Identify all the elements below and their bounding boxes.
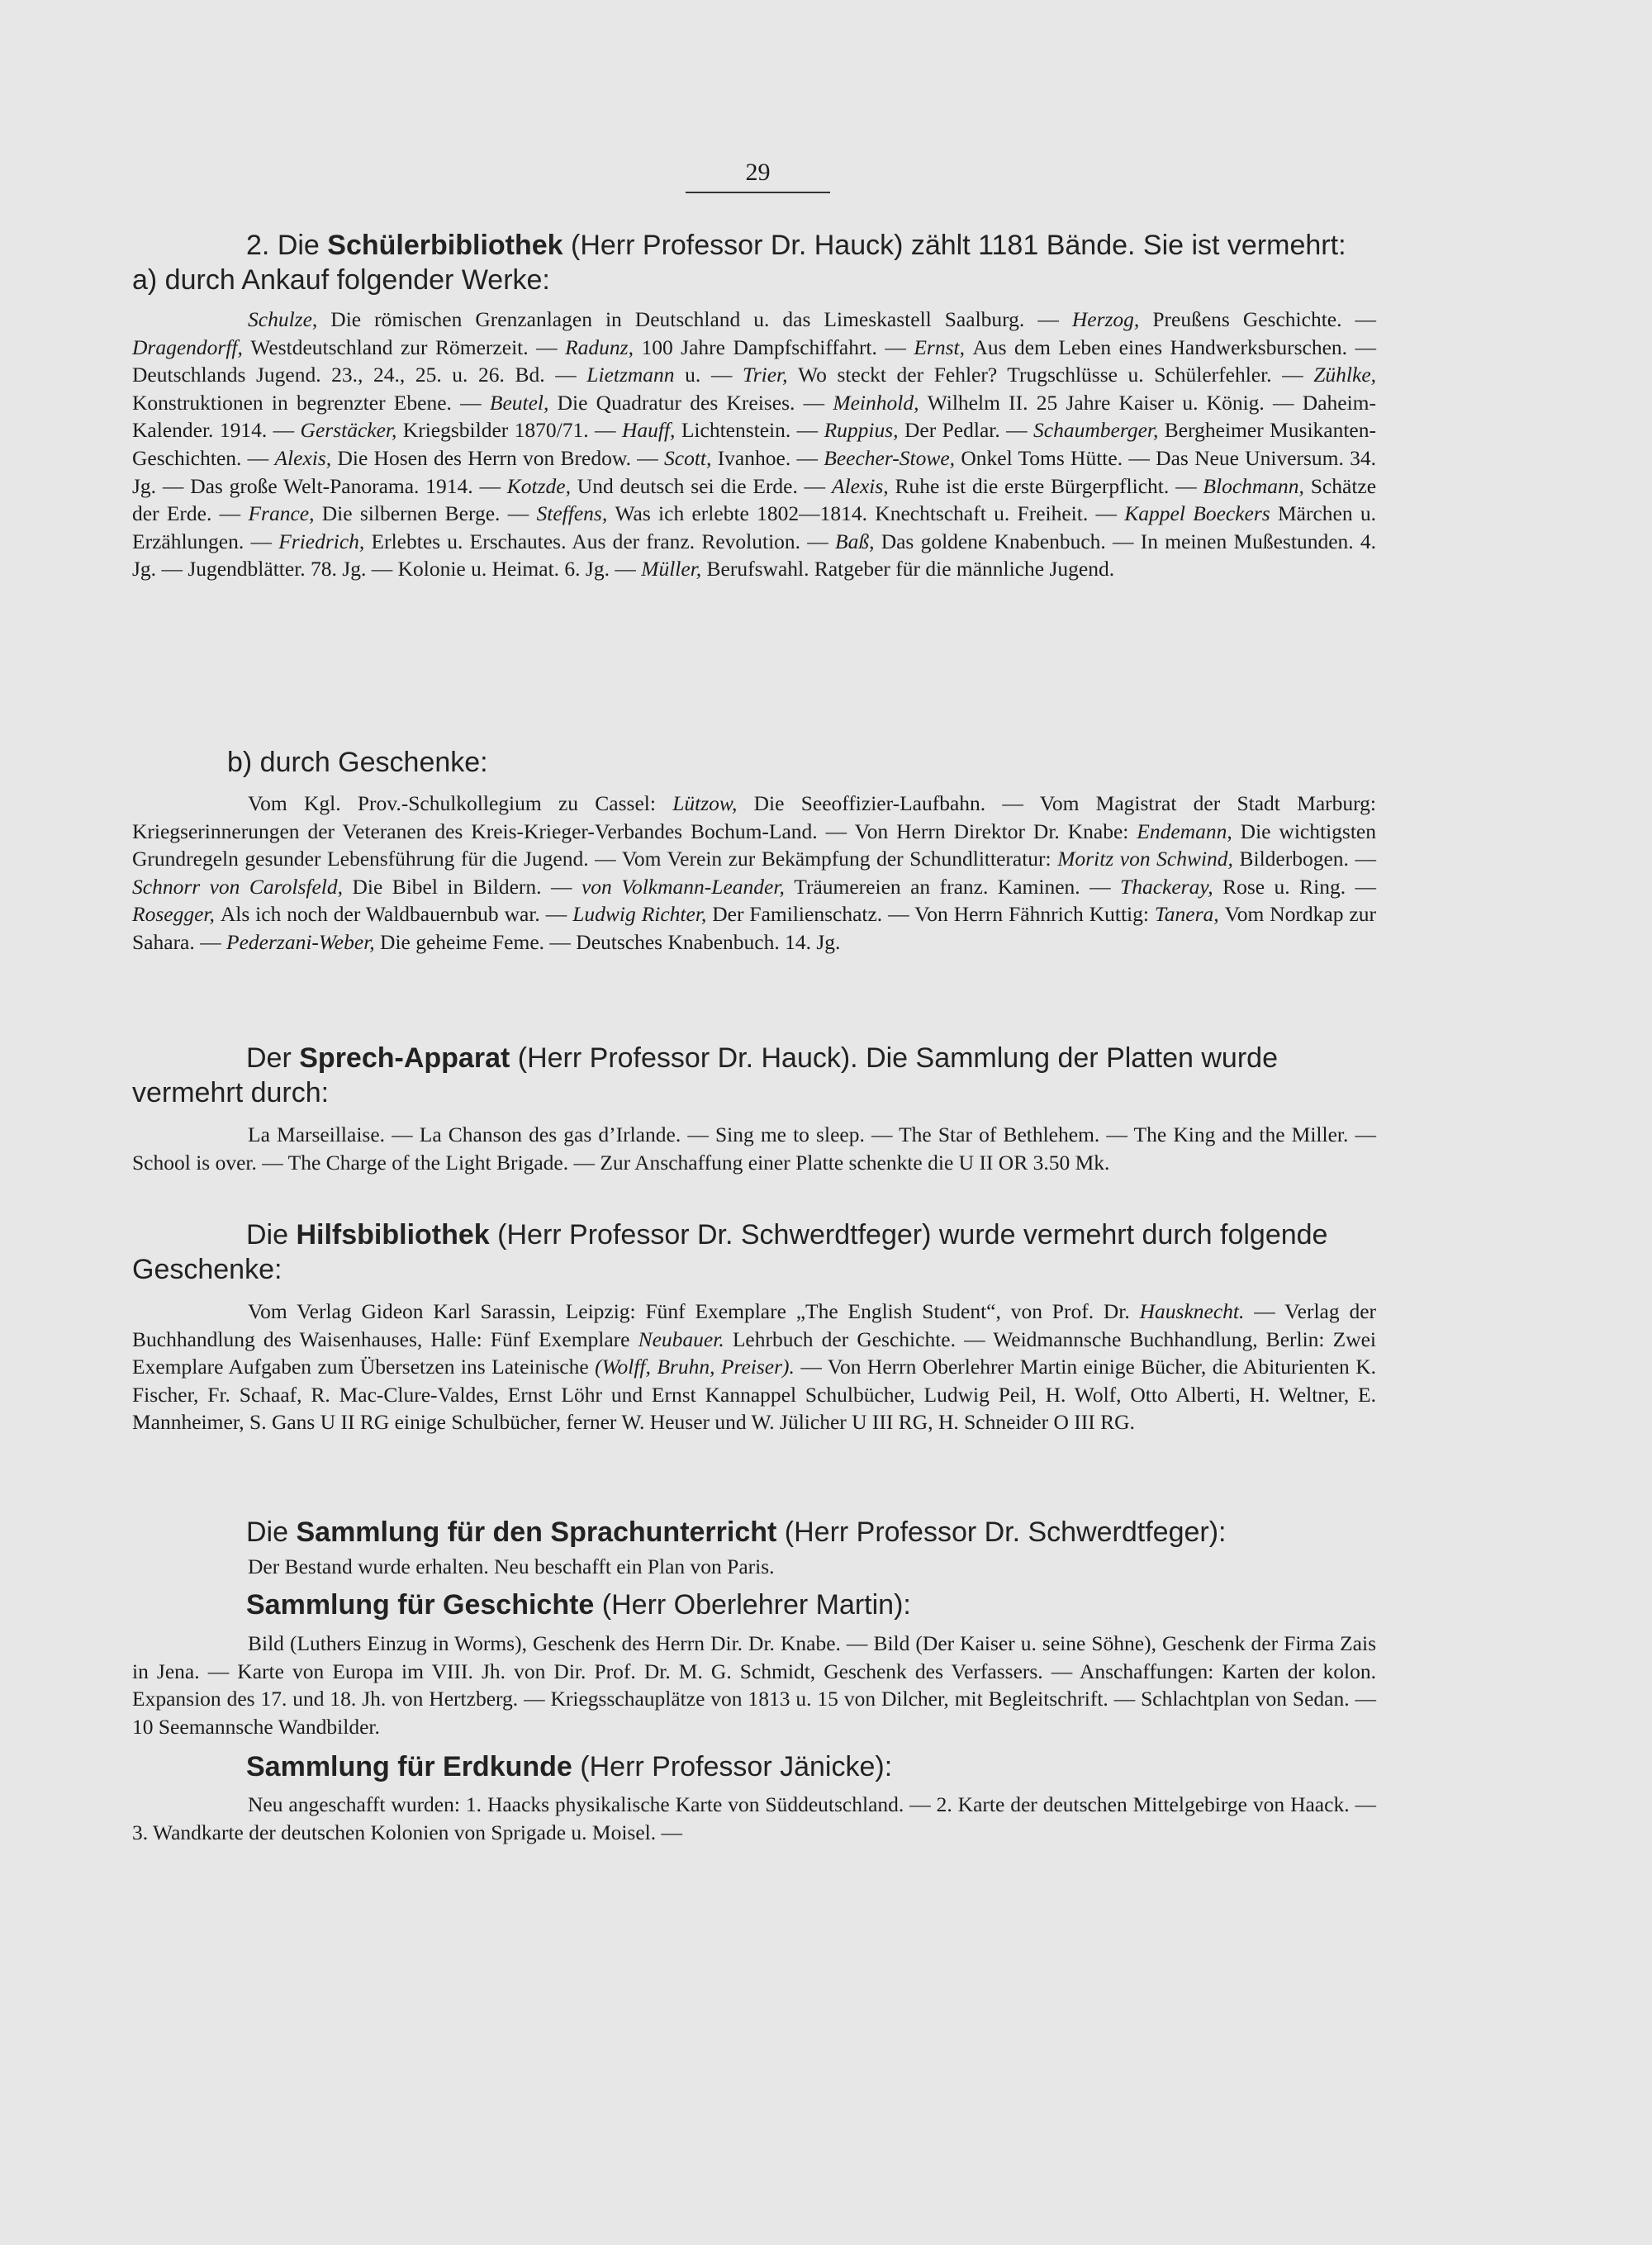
author-name: Neubauer. bbox=[638, 1327, 724, 1351]
author-name: Baß, bbox=[835, 529, 881, 553]
list-item bbox=[248, 791, 985, 815]
separator: — bbox=[451, 390, 490, 415]
item-title: Wilhelm II. 25 Jahre Kaiser u. König. bbox=[927, 390, 1265, 415]
separator: — bbox=[1348, 847, 1376, 871]
list-item bbox=[507, 474, 798, 498]
separator: — bbox=[700, 363, 743, 387]
separator: — bbox=[472, 473, 507, 498]
list-item bbox=[226, 930, 544, 954]
item-title: Berufswahl. Ratgeber für die männliche Jugend. bbox=[706, 557, 1115, 581]
list-item bbox=[132, 335, 529, 359]
list-item bbox=[622, 418, 790, 442]
separator: — bbox=[1123, 445, 1156, 470]
item-title: Die Quadratur des Kreises. bbox=[557, 390, 795, 415]
separator: — bbox=[588, 847, 622, 871]
author-name: Beutel, bbox=[489, 390, 558, 415]
separator: — bbox=[241, 445, 275, 470]
item-title: In meinen Mußestunden. 4. Jg. bbox=[132, 529, 1377, 581]
separator: — bbox=[1347, 335, 1377, 359]
separator: — bbox=[790, 418, 824, 443]
item-title: Wo steckt der Fehler? Trugschlüsse u. Schülerfehler. bbox=[798, 363, 1272, 387]
item-title: Daheim-Kalender. 1914. bbox=[132, 390, 1377, 443]
separator: — bbox=[1169, 473, 1203, 498]
item-title: Bilderbogen. bbox=[1239, 847, 1349, 871]
author-name: Lietzmann bbox=[586, 363, 686, 387]
list-item bbox=[190, 474, 472, 498]
author-name: Moritz von Schwind, bbox=[1057, 847, 1240, 871]
item-title: Erlebtes u. Erschautes. Aus der franz. Revolution. bbox=[371, 529, 801, 553]
separator: — bbox=[244, 529, 279, 553]
heading-pre: Die bbox=[246, 1516, 289, 1548]
item-title: Jugendblätter. 78. Jg. bbox=[188, 557, 367, 581]
author-name: Scott, bbox=[664, 445, 718, 470]
author-name: Tanera, bbox=[1154, 902, 1225, 927]
item-title: Westdeutschland zur Römerzeit. bbox=[250, 335, 529, 359]
separator: — bbox=[539, 902, 573, 927]
author-name: Schulze, bbox=[248, 307, 331, 331]
separator: — bbox=[609, 557, 642, 581]
separator: — bbox=[541, 874, 582, 899]
list-item bbox=[132, 363, 545, 387]
item-title: Die römischen Grenzanlagen in Deutschland u. das Limeskastell Saalburg. bbox=[330, 307, 1025, 331]
list-item bbox=[576, 930, 840, 954]
list-item bbox=[1120, 875, 1346, 899]
author-name: Herzog, bbox=[1071, 307, 1153, 331]
item-title: Konstruktionen in begrenzter Ebene. bbox=[132, 390, 452, 415]
item-title: Bergheimer Musikanten-Geschichten. bbox=[132, 418, 1376, 470]
separator: — bbox=[795, 390, 833, 415]
author-name: Pederzani-Weber, bbox=[226, 929, 381, 954]
item-pre: Vom Verein zur Bekämpfung der Schundlitteratur: bbox=[621, 847, 1058, 871]
item-pre: Vom Magistrat der Stadt Marburg: Kriegserinnerungen der Veteranen des Kreis-Krieger-Verbandes Bochum-Land. bbox=[132, 791, 1376, 843]
list-item bbox=[914, 335, 1347, 359]
item-title: Das Neue Universum. 34. Jg. bbox=[132, 445, 1377, 498]
item-title: Kriegsbilder 1870/71. bbox=[402, 418, 589, 443]
list-item bbox=[622, 847, 1349, 871]
author-name: Radunz, bbox=[565, 335, 642, 359]
item-title: Als ich noch der Waldbauernbub war. bbox=[220, 902, 540, 927]
list-item bbox=[274, 446, 631, 470]
author-name: Schaumberger, bbox=[1033, 418, 1165, 443]
item-title: Die Hosen des Herrn von Bredow. bbox=[337, 445, 631, 470]
author-name: Müller, bbox=[641, 557, 707, 581]
heading-text: (Herr Professor Dr. Hauck). Die Sammlung der Platten wurde vermehrt durch: bbox=[132, 1042, 1278, 1108]
list-item bbox=[132, 902, 540, 926]
section-heading-sprechapparat bbox=[132, 1041, 1376, 1110]
section-heading-sprachunterricht bbox=[132, 1515, 1376, 1550]
separator: — bbox=[366, 557, 398, 581]
text-run: — Verlag der Buchhandlung des Waisenhauses, Halle: Fünf Exemplare bbox=[132, 1299, 1377, 1351]
list-item bbox=[586, 363, 700, 387]
list-item bbox=[565, 335, 877, 359]
list-item bbox=[664, 446, 790, 470]
separator: — bbox=[1271, 363, 1314, 387]
heading-text: (Herr Professor Jänicke): bbox=[580, 1751, 893, 1782]
section-heading-hilfsbibliothek bbox=[132, 1217, 1376, 1287]
author-name: Endemann, bbox=[1137, 819, 1241, 843]
separator: — bbox=[500, 501, 537, 526]
separator: — bbox=[528, 335, 566, 359]
author-name: Zühlke, bbox=[1313, 363, 1377, 387]
item-title: Das goldene Knabenbuch. bbox=[881, 529, 1106, 553]
author-name: von Volkmann-Leander, bbox=[581, 874, 795, 899]
heading-text: (Herr Professor Dr. Schwerdtfeger): bbox=[784, 1516, 1227, 1548]
item-pre: Von Herrn Direktor Dr. Knabe: bbox=[854, 819, 1137, 843]
heading-text: (Herr Professor Dr. Schwerdtfeger) wurde vermehrt durch folgende Geschenke: bbox=[132, 1219, 1328, 1285]
author-name: Kotzde, bbox=[506, 473, 577, 498]
item-title: u. bbox=[685, 363, 701, 387]
ankauf-list bbox=[132, 306, 1376, 583]
item-title: Der Familienschatz. bbox=[712, 902, 883, 927]
list-item bbox=[188, 557, 366, 581]
heading-text: (Herr Professor Dr. Hauck) zählt 1181 Bände. Sie ist vermehrt: a) durch Ankauf folgender Werke: bbox=[132, 230, 1346, 296]
author-name: Alexis, bbox=[832, 473, 895, 498]
author-name: France, bbox=[248, 501, 322, 526]
item-title: Träumereien an franz. Kaminen. bbox=[794, 874, 1080, 899]
author-name: Alexis, bbox=[274, 445, 338, 470]
author-name: (Wolff, Bruhn, Preiser). bbox=[595, 1355, 795, 1379]
separator: — bbox=[544, 363, 587, 387]
separator: — bbox=[876, 335, 914, 359]
item-pre: Deutsches Knabenbuch. 14. Jg. bbox=[576, 929, 841, 954]
list-item bbox=[824, 418, 1000, 442]
item-title: Die Bibel in Bildern. bbox=[352, 874, 542, 899]
list-item bbox=[132, 875, 542, 899]
item-title: Rose u. Ring. bbox=[1222, 874, 1346, 899]
separator: — bbox=[882, 902, 915, 927]
item-title: Onkel Toms Hütte. bbox=[961, 445, 1123, 470]
heading-bold: Hilfsbibliothek bbox=[296, 1219, 490, 1251]
separator: — bbox=[211, 501, 249, 526]
geschichte-paragraph: Bild (Luthers Einzug in Worms), Geschenk des Herrn Dir. Dr. Knabe. — Bild (Der Kaiser u. seine Söhne), Geschenk der Firma Zais in Jena. — Karte von Europa im VIII. Jh. von Dir. Prof. Dr. M. G. Schmidt, Geschenk des Verfassers. — Anschaffungen: Karten der kolon. Expansion des 17. und 18. Jh. von Hertzberg. — Kriegsschauplätze von 1813 u. 15 von Dilcher, mit Begleitschrift. — Schlachtplan von Sedan. — 10 Seemannsche Wandbilder. bbox=[132, 1631, 1376, 1739]
item-title: Schätze der Erde. bbox=[132, 473, 1377, 526]
text-run: Lehrbuch der Geschichte. — Weidmannsche Buchhandlung, Berlin: Zwei Exemplare Aufgaben zum Übersetzen ins Lateinische bbox=[132, 1327, 1377, 1379]
author-name: Rosegger, bbox=[132, 902, 221, 927]
item-title: Märchen u. Erzählungen. bbox=[132, 501, 1377, 553]
separator: — bbox=[790, 445, 824, 470]
item-title: Die geheime Feme. bbox=[380, 929, 545, 954]
item-title: Vom Nordkap zur Sahara. bbox=[132, 902, 1376, 954]
section-heading-schuelerbibliothek bbox=[132, 228, 1376, 297]
separator: — bbox=[544, 929, 577, 954]
separator: — bbox=[630, 445, 665, 470]
separator: — bbox=[1264, 390, 1303, 415]
author-name: Hausknecht. bbox=[1139, 1299, 1245, 1323]
separator: — bbox=[1105, 529, 1141, 553]
separator: — bbox=[800, 529, 836, 553]
author-name: Kappel Boeckers bbox=[1124, 501, 1278, 526]
item-title: Und deutsch sei die Erde. bbox=[577, 473, 798, 498]
heading-bold: Sammlung für Erdkunde bbox=[246, 1751, 572, 1782]
separator: — bbox=[1080, 874, 1121, 899]
heading-bold: Sammlung für den Sprachunterricht bbox=[296, 1516, 777, 1548]
platten-paragraph: La Marseillaise. — La Chanson des gas d’Irlande. — Sing me to sleep. — The Star of Bethlehem. — The King and the Miller. — School is over. — The Charge of the Light Brigade. — Zur Anschaffung einer Platte schenkte die U II OR 3.50 Mk. bbox=[132, 1122, 1376, 1175]
item-title: Kolonie u. Heimat. 6. Jg. bbox=[397, 557, 610, 581]
item-title: 100 Jahre Dampfschiffahrt. bbox=[641, 335, 877, 359]
separator: — bbox=[797, 473, 832, 498]
separator: — bbox=[825, 819, 855, 843]
list-item bbox=[248, 307, 1024, 331]
section-heading-erdkunde bbox=[132, 1749, 1376, 1784]
list-item bbox=[301, 418, 589, 442]
author-name: Thackeray, bbox=[1120, 874, 1223, 899]
separator: — bbox=[1341, 307, 1376, 331]
list-item bbox=[248, 501, 500, 525]
separator: — bbox=[194, 929, 227, 954]
separator: — bbox=[1024, 307, 1072, 331]
item-title: Ruhe ist die erste Bürgerpflicht. bbox=[895, 473, 1170, 498]
item-title: Die Seeoffizier-Laufbahn. bbox=[753, 791, 986, 815]
list-item bbox=[833, 391, 1264, 415]
separator: — bbox=[1346, 874, 1377, 899]
page-number: 29 bbox=[686, 159, 830, 193]
author-name: Ludwig Richter, bbox=[572, 902, 713, 927]
item-title: Lichtenstein. bbox=[681, 418, 791, 443]
list-item bbox=[824, 446, 1123, 470]
heading-pre: Die bbox=[246, 1219, 289, 1251]
list-item bbox=[743, 363, 1272, 387]
separator: — bbox=[999, 418, 1034, 443]
separator: — bbox=[267, 418, 301, 443]
separator: — bbox=[985, 791, 1040, 815]
list-item bbox=[582, 875, 1080, 899]
heading-bold: Schülerbibliothek bbox=[327, 230, 563, 261]
text-run: Vom Verlag Gideon Karl Sarassin, Leipzig: Fünf Exemplare „The English Student“, von Prof. Dr. bbox=[248, 1299, 1130, 1323]
section-number: 2. bbox=[246, 230, 270, 261]
geschenke-list bbox=[132, 790, 1376, 956]
sprachunterricht-paragraph: Der Bestand wurde erhalten. Neu beschafft ein Plan von Paris. bbox=[248, 1554, 775, 1578]
item-title: Das große Welt-Panorama. 1914. bbox=[190, 473, 473, 498]
item-title: Die silbernen Berge. bbox=[321, 501, 501, 526]
separator: — bbox=[1088, 501, 1125, 526]
list-item bbox=[1072, 307, 1342, 331]
author-name: Ernst, bbox=[914, 335, 973, 359]
text-run: — Von Herrn Oberlehrer Martin einige Bücher, die Abiturienten K. Fischer, Fr. Schaaf, R. Mac-Clure-Valdes, Ernst Löhr und Ernst Kannappel Schulbücher, Ludwig Peil, H. Wolf, Otto Alberti, H. Weltner, E. Mannheimer, S. Gans U II RG einige Schulbücher, ferner W. Heuser und W. Jülicher U III RG, H. Schneider O III RG. bbox=[132, 1355, 1377, 1435]
section-heading-geschenke bbox=[132, 745, 1376, 780]
author-name: Steffens, bbox=[536, 501, 615, 526]
list-item bbox=[572, 902, 882, 926]
heading-bold: Sammlung für Geschichte bbox=[246, 1589, 595, 1621]
author-name: Meinhold, bbox=[833, 390, 928, 415]
separator: — bbox=[588, 418, 622, 443]
author-name: Friedrich, bbox=[278, 529, 372, 553]
item-pre: Von Herrn Fähnrich Kuttig: bbox=[914, 902, 1155, 927]
author-name: Schnorr von Carolsfeld, bbox=[132, 874, 353, 899]
heading-pre: Die bbox=[277, 230, 320, 261]
heading-pre: Der bbox=[246, 1042, 292, 1074]
item-title: Die wichtigsten Grundregeln gesunder Lebensführung für die Jugend. bbox=[132, 819, 1376, 871]
erdkunde-paragraph: Neu angeschafft wurden: 1. Haacks physikalische Karte von Süddeutschland. — 2. Karte der deutschen Mittelgebirge von Haack. — 3. Wandkarte der deutschen Kolonien von Sprigade u. Moisel. — bbox=[132, 1792, 1376, 1844]
list-item bbox=[537, 501, 1089, 525]
author-name: Beecher-Stowe, bbox=[824, 445, 961, 470]
separator: — bbox=[156, 473, 191, 498]
author-name: Gerstäcker, bbox=[300, 418, 403, 443]
item-title: Aus dem Leben eines Handwerksburschen. bbox=[972, 335, 1348, 359]
list-item bbox=[398, 557, 610, 581]
hilfsbibliothek-paragraph bbox=[132, 1298, 1376, 1436]
item-title: Was ich erlebte 1802—1814. Knechtschaft u. Freiheit. bbox=[615, 501, 1089, 526]
list-item bbox=[832, 474, 1169, 498]
author-name: Blochmann, bbox=[1203, 473, 1311, 498]
author-name: Ruppius, bbox=[824, 418, 904, 443]
author-name: Lützow, bbox=[672, 791, 754, 815]
heading-text: (Herr Oberlehrer Martin): bbox=[601, 1589, 911, 1621]
list-item bbox=[490, 391, 795, 415]
section-heading-geschichte bbox=[132, 1588, 1376, 1622]
separator: — bbox=[156, 557, 188, 581]
heading-text: b) durch Geschenke: bbox=[227, 747, 488, 778]
item-title: Preußens Geschichte. bbox=[1152, 307, 1342, 331]
list-item bbox=[641, 557, 1114, 581]
list-item bbox=[278, 529, 800, 553]
author-name: Hauff, bbox=[621, 418, 681, 443]
heading-bold: Sprech-Apparat bbox=[299, 1042, 510, 1074]
author-name: Trier, bbox=[742, 363, 799, 387]
item-pre: Vom Kgl. Prov.-Schulkollegium zu Cassel: bbox=[248, 791, 673, 815]
item-title: Deutschlands Jugend. 23., 24., 25. u. 26. Bd. bbox=[132, 363, 545, 387]
item-title: Der Pedlar. bbox=[904, 418, 1000, 443]
author-name: Dragendorff, bbox=[132, 335, 251, 359]
list-item bbox=[835, 529, 1106, 553]
item-title: Ivanhoe. bbox=[717, 445, 791, 470]
